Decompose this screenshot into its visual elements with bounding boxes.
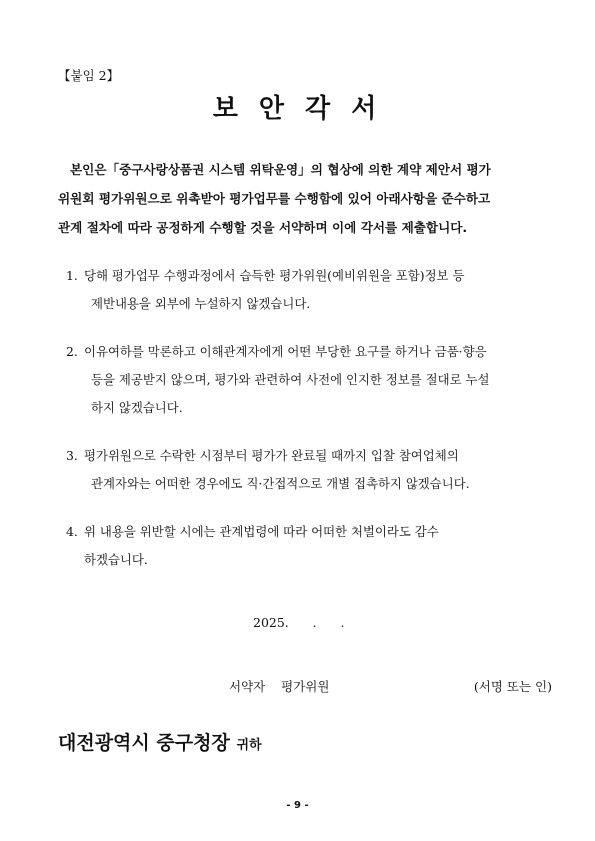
intro-line: 위원회 평가위원으로 위촉받아 평가업무를 수행함에 있어 아래사항을 준수하고 bbox=[58, 191, 491, 206]
intro-line: 본인은「중구사랑상품권 시스템 위탁운영」의 협상에 의한 계약 제안서 평가 bbox=[70, 162, 491, 177]
pledge-item bbox=[66, 518, 560, 574]
attachment-label: 【붙임 2】 bbox=[58, 68, 120, 83]
item-text: 하지 않겠습니다. bbox=[91, 400, 183, 415]
page-number: - 9 - bbox=[286, 800, 309, 811]
recipient-suffix: 귀하 bbox=[236, 738, 262, 753]
intro-line: 관계 절차에 따라 공정하게 수행할 것을 서약하며 이에 각서를 제출합니다. bbox=[58, 220, 468, 235]
pledge-item bbox=[66, 338, 560, 422]
item-text: 하겠습니다. bbox=[84, 552, 148, 567]
pledge-items bbox=[66, 262, 560, 594]
pledge-intro bbox=[58, 155, 560, 242]
item-text: 평가위원으로 수락한 시점부터 평가가 완료될 때까지 입찰 참여업체의 bbox=[84, 448, 459, 463]
pledge-item bbox=[66, 262, 560, 318]
document-title: 보 안 각 서 bbox=[212, 94, 383, 124]
recipient bbox=[58, 728, 262, 755]
signature-note: (서명 또는 인) bbox=[473, 679, 552, 694]
item-text: 당해 평가업무 수행과정에서 습득한 평가위원(예비위원을 포함)정보 등 bbox=[84, 268, 465, 283]
item-number: 4. bbox=[66, 524, 78, 539]
signer-label: 서약자 평가위원 bbox=[229, 679, 330, 694]
pledge-item bbox=[66, 442, 560, 498]
item-number: 2. bbox=[66, 344, 78, 359]
date-line: 2025. . . bbox=[253, 615, 345, 630]
item-text: 이유여하를 막론하고 이해관계자에게 어떤 부당한 요구를 하거나 금품·향응 bbox=[84, 344, 487, 359]
item-number: 1. bbox=[66, 268, 78, 283]
recipient-name: 대전광역시 중구청장 bbox=[58, 732, 230, 754]
item-number: 3. bbox=[66, 448, 78, 463]
item-text: 등을 제공받지 않으며, 평가와 관련하여 사전에 인지한 정보를 절대로 누설 bbox=[91, 372, 490, 387]
item-text: 관계자와는 어떠한 경우에도 직·간접적으로 개별 접촉하지 않겠습니다. bbox=[91, 476, 470, 491]
item-text: 위 내용을 위반할 시에는 관계법령에 따라 어떠한 처벌이라도 감수 bbox=[84, 524, 439, 539]
item-text: 제반내용을 외부에 누설하지 않겠습니다. bbox=[91, 296, 311, 311]
